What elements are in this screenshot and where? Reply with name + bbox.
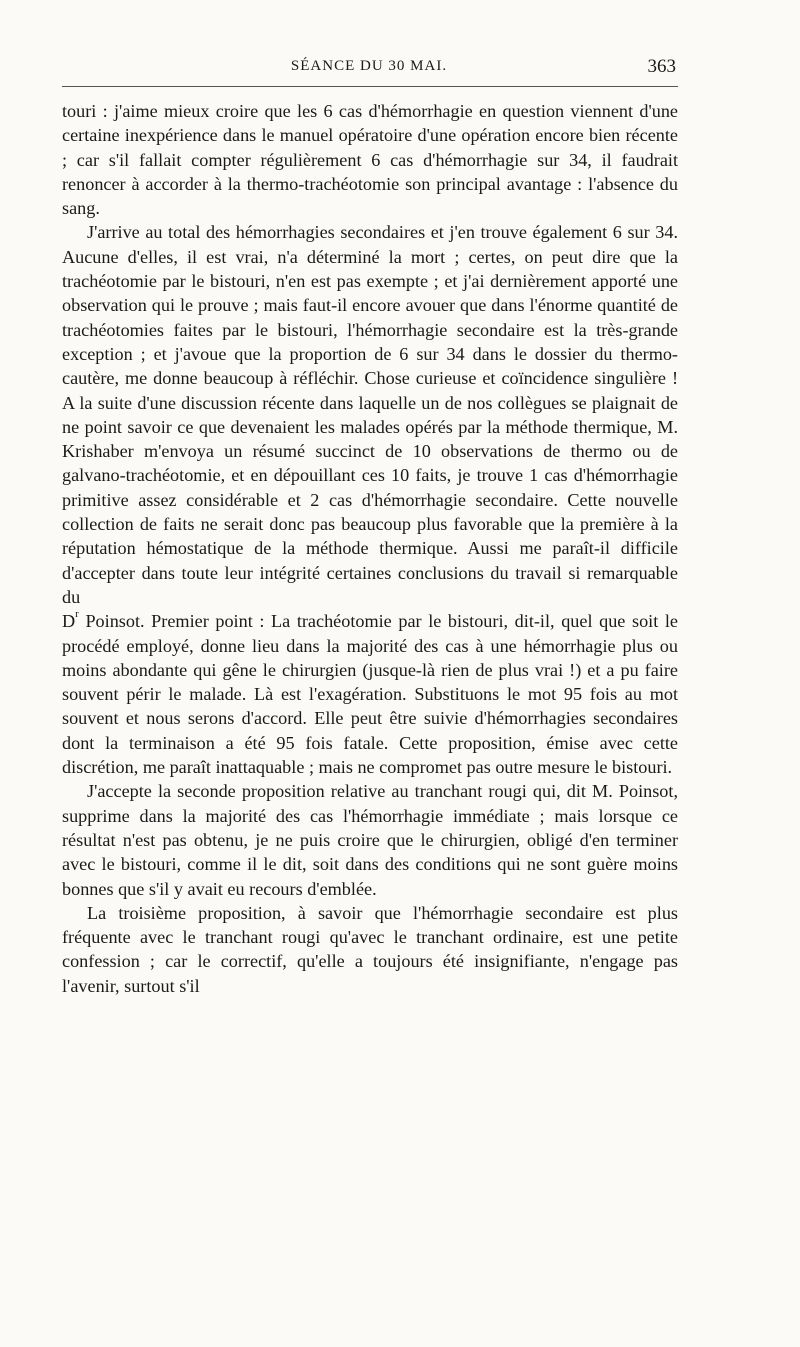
paragraph-continuation: touri : j'aime mieux croire que les 6 cas d'hémorrhagie en question viennent d'une certaine inexpérience dans le manuel opératoire d'une opération encore bien récente ; car s'il fallait compter régulièrement 6 cas d'hémorrhagie sur 34, il faudrait renoncer à accorder à la thermo-trachéotomie son principal avantage : l'absence du sang. xyxy=(62,101,678,219)
paragraph-third-proposition: La troisième proposition, à savoir que l'hémorrhagie secondaire est plus fréquente avec le tranchant rougi qu'avec le tranchant ordinaire, est une petite confession ; car le correctif, qu'elle a toujours été insignifiante, n'engage pas l'avenir, surtout s'il xyxy=(62,902,678,996)
paragraph-second-proposition: J'accepte la seconde proposition relative au tranchant rougi qui, dit M. Poinsot, supprime dans la majorité des cas l'hémorrhagie immédiate ; mais lorsque ce résultat n'est pas obtenu, je ne puis croire que le chirurgien, obligé d'en terminer avec le bistouri, comme il le dit, soit dans des conditions qui ne sont guère moins bonnes que s'il y avait eu recours d'emblée. xyxy=(62,781,678,899)
paragraph-hemorrhages: J'arrive au total des hémorrhagies secondaires et j'en trouve également 6 sur 34. Aucune d'elles, il est vrai, n'a déterminé la mort ; certes, on peut dire que la trachéotomie par le bistouri, n'en est pas exempte ; et j'ai dernièrement apporté une observation qui le prouve ; mais faut-il encore avouer que dans l'énorme quantité de trachéotomies faites par le bistouri, l'hémorrhagie secondaire est la très-grande exception ; et j'avoue que la proportion de 6 sur 34 dans le dossier du thermo-cautère, me donne beaucoup à réfléchir. Chose curieuse et coïncidence singulière ! A la suite d'une discussion récente dans laquelle un de nos collègues se plaignait de ne point savoir ce que devenaient les malades opérés par la méthode thermique, M. Krishaber m'envoya un résumé succinct de 10 observations de thermo ou de galvano-trachéotomie, et en dépouillant ces 10 faits, je trouve 1 cas d'hémorrhagie primitive assez considérable et 2 cas d'hémorrhagie secondaire. Cette nouvelle collection de faits ne serait donc pas beaucoup plus favorable que la première à la réputation hémostatique de la méthode thermique. Aussi me paraît-il difficile d'accepter dans toute leur intégrité certaines conclusions du travail si remarquable du xyxy=(62,222,678,607)
running-title: SÉANCE DU 30 MAI. xyxy=(290,58,448,74)
page-header xyxy=(62,56,676,82)
header-rule xyxy=(62,86,678,87)
page-number: 363 xyxy=(647,56,676,77)
body-text xyxy=(62,99,678,998)
paragraph-poinsot-text: Poinsot. Premier point : La trachéotomie par le bistouri, dit-il, quel que soit le procédé employé, donne lieu dans la majorité des cas à une hémorrhagie plus ou moins abondante qui gêne le chirurgien (jusque-là rien de plus vrai !) et a pu faire souvent périr le malade. Là est l'exagération. Substituons le mot 95 fois au mot souvent et nous serons d'accord. Elle peut être suivie d'hémorrhagies secondaires dont la terminaison a été 95 fois fatale. Cette proposition, émise avec cette discrétion, me paraît inattaquable ; mais ne compromet pas outre mesure le bistouri. xyxy=(62,611,679,778)
paragraph-poinsot xyxy=(62,609,678,779)
doctor-abbrev: D xyxy=(62,611,76,632)
doctor-abbrev-sup: r xyxy=(75,608,79,621)
